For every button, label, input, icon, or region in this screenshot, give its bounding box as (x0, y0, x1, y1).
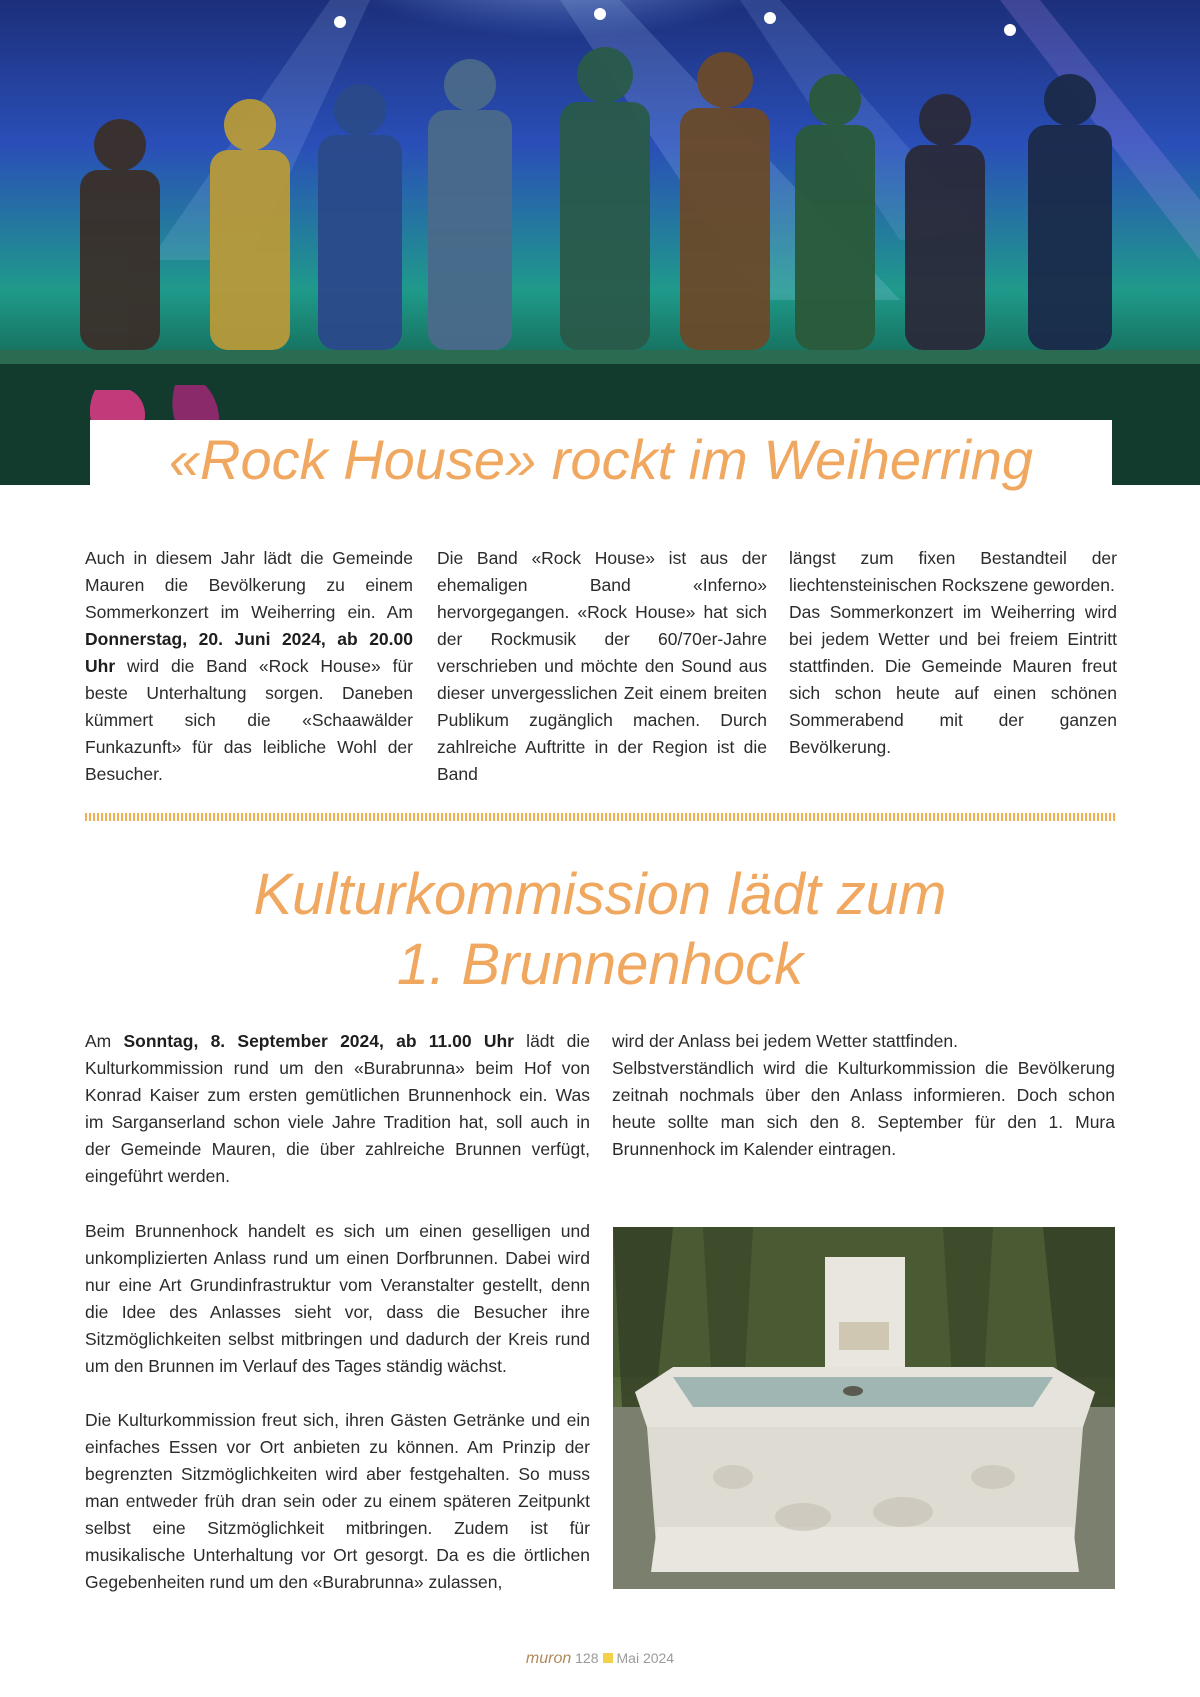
section-divider (85, 813, 1115, 821)
brunnenhock-date: Sonntag, 8. September 2024, ab 11.00 Uhr (123, 1031, 514, 1051)
article1-column-3: längst zum fixen Bestandteil der liechtensteinischen Rockszene geworden. Das Sommerkonzert im Weiherring wird bei jedem Wetter und bei freiem Eintritt stattfinden. Die Gemeinde Mauren freut sich schon heute auf einen schönen Sommerabend mit der ganzen Bevölkerung. (789, 548, 1117, 757)
fountain-photo (613, 1227, 1115, 1589)
article1-title: «Rock House» rockt im Weiherring (168, 428, 1034, 491)
article2-right-column: wird der Anlass bei jedem Wetter stattfinden. Selbstverständlich wird die Kulturkommission die Bevölkerung zeitnah nochmals über den Anlass informieren. Doch schon heute sollte man sich den 8. September für den 1. Mura Brunnenhock im Kalender eintragen. (612, 1031, 1115, 1159)
article1-column-2: Die Band «Rock House» ist aus der ehemaligen Band «Inferno» hervorgegangen. «Rock House» hat sich der Rockmusik der 60/70er-Jahre verschrieben und möchte den Sound aus dieser unvergesslichen Zeit einem breiten Publikum zugänglich machen. Durch zahlreiche Auftritte in der Region ist die Band (437, 548, 767, 784)
footer-square-icon (603, 1653, 613, 1663)
issue-date: Mai 2024 (616, 1650, 675, 1666)
band-photo-illustration (0, 0, 1200, 485)
article2-title: Kulturkommission lädt zum 1. Brunnenhock (253, 862, 947, 997)
issue-number: 128 (575, 1650, 599, 1666)
article1-column-1: Auch in diesem Jahr lädt die Gemeinde Mauren die Bevölkerung zu einem Sommerkonzert im Weiherring ein. Am Donnerstag, 20. Juni 2024, ab 20.00 Uhr wird die Band «Rock House» für beste Unterhaltung sorgen. Daneben kümmert sich die «Schaawälder Funkazunft» für das leibliche Wohl der Besucher. (85, 548, 413, 784)
page-footer (0, 1650, 1200, 1668)
magazine-brand: muron (525, 1650, 572, 1667)
band-photo (0, 0, 1200, 485)
article2-paragraph-2: Beim Brunnenhock handelt es sich um einen geselligen und unkomplizierten Anlass rund um einen Dorfbrunnen. Dabei wird nur eine Art Grundinfrastruktur vom Veranstalter gestellt, denn die Idee des Anlasses sieht vor, dass die Besucher ihre Sitzmöglichkeiten selbst mitbringen und dadurch der Kreis rund um den Brunnen im Verlauf des Tages ständig wächst. (85, 1221, 590, 1376)
article2-paragraph-3: Die Kulturkommission freut sich, ihren Gästen Getränke und ein einfaches Essen vor Ort anbieten zu können. Am Prinzip der begrenzten Sitzmöglichkeiten wird aber festgehalten. So muss man entweder früh dran sein oder zu einem späteren Zeitpunkt selbst eine Sitzmöglichkeit mitbringen. Zudem ist für musikalische Unterhaltung vor Ort gesorgt. Da es die örtlichen Gegebenheiten rund um den «Burabrunna» zulassen, (85, 1410, 590, 1592)
fountain-illustration (613, 1227, 1115, 1589)
article2-paragraph-1: Am Sonntag, 8. September 2024, ab 11.00 Uhr lädt die Kulturkommission rund um den «Burabrunna» beim Hof von Konrad Kaiser zum ersten gemütlichen Brunnenhock ein. Was im Sarganserland schon viele Jahre Tradition hat, soll auch in der Gemeinde Mauren, die über zahlreiche Brunnen verfügt, eingeführt werden. (85, 1031, 590, 1186)
concert-date: Donnerstag, 20. Juni 2024, ab 20.00 Uhr (85, 629, 413, 676)
